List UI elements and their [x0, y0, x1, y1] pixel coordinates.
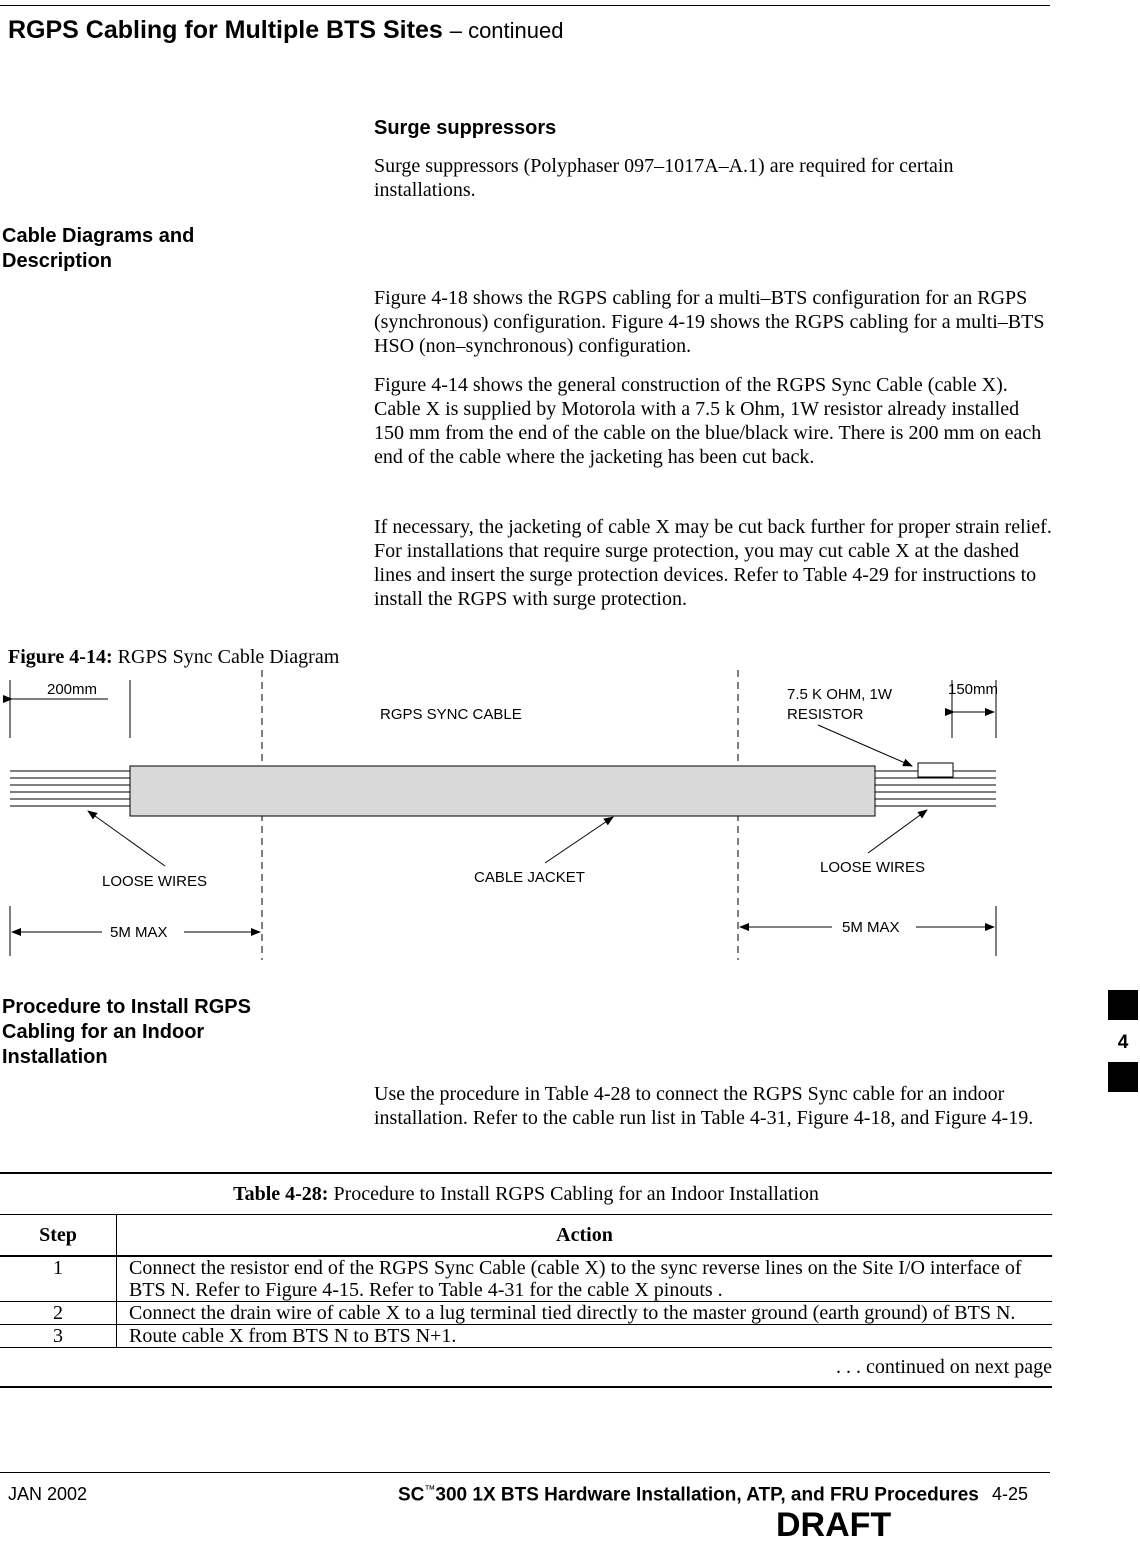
- cable-name-label: RGPS SYNC CABLE: [380, 706, 522, 723]
- figure-caption-label: Figure 4-14:: [8, 646, 113, 668]
- footer-trademark: ™: [424, 1484, 436, 1496]
- resistor-shape: [918, 763, 953, 777]
- footer-page-number: 4-25: [992, 1484, 1029, 1504]
- chapter-tab-lower: [1108, 1062, 1138, 1092]
- paragraph-2: [374, 373, 1054, 469]
- step-cell: 3: [0, 1325, 117, 1348]
- right-length-label: 150mm: [948, 681, 999, 698]
- procedure-paragraph-text: Use the procedure in Table 4-28 to connect the RGPS Sync cable for an indoor installation. Refer to the cable run list in Table 4-31, Figure 4-18, and Figure 4-19.: [374, 1083, 1034, 1129]
- header-rule: [0, 5, 1050, 6]
- action-cell: Route cable X from BTS N to BTS N+1.: [117, 1325, 1053, 1348]
- col-header-action: Action: [117, 1215, 1053, 1257]
- surge-text: Surge suppressors (Polyphaser 097–1017A–A.1) are required for certain installations.: [374, 155, 954, 201]
- paragraph-2-text: Figure 4-14 shows the general construction of the RGPS Sync Cable (cable X). Cable X is supplied by Motorola with a 7.5 k Ohm, 1W resistor already installed 150 mm from the end of the cable on the blue/black wire. There is 200 mm on each end of the cable where the jacketing has been cut back.: [374, 374, 1042, 468]
- chapter-tab-upper: [1108, 990, 1138, 1020]
- table-header-row: [0, 1215, 1052, 1257]
- table-row: [0, 1256, 1052, 1302]
- step-cell: 2: [0, 1302, 117, 1325]
- left-length-label: 200mm: [47, 681, 98, 698]
- table-row: [0, 1302, 1052, 1325]
- figure-caption: [8, 646, 339, 669]
- table-row: [0, 1325, 1052, 1348]
- col-header-step: Step: [0, 1215, 117, 1257]
- resistor-label-line1: 7.5 K OHM, 1W: [787, 686, 893, 703]
- table-caption-row: [0, 1173, 1052, 1215]
- procedure-table: [0, 1172, 1052, 1388]
- rgps-sync-cable-diagram: [0, 670, 1040, 970]
- figure-caption-text: RGPS Sync Cable Diagram: [117, 646, 340, 668]
- surge-heading: Surge suppressors: [374, 117, 557, 139]
- paragraph-3-text: If necessary, the jacketing of cable X may be cut back further for proper strain relief. For installations that require surge protection, you may cut cable X at the dashed lines and insert the surge protection devices. Refer to Table 4-29 for instructions to install the RGPS with surge protection.: [374, 516, 1052, 610]
- page-title-continued: – continued: [449, 18, 564, 43]
- action-cell: Connect the drain wire of cable X to a lug terminal tied directly to the master ground (earth ground) of BTS N.: [117, 1302, 1053, 1325]
- draft-watermark: DRAFT: [776, 1506, 892, 1544]
- paragraph-3: [374, 515, 1054, 611]
- max-length-right-label: 5M MAX: [842, 919, 900, 936]
- table-continued-text: . . . continued on next page: [0, 1348, 1052, 1388]
- footer-doc-prefix: SC: [398, 1484, 425, 1506]
- footer-doc-title: [398, 1484, 979, 1506]
- cable-diagrams-heading: Cable Diagrams and Description: [2, 225, 195, 272]
- footer-doc-title-text: 300 1X BTS Hardware Installation, ATP, and FRU Procedures: [435, 1484, 979, 1506]
- loose-wires-left: [10, 771, 130, 806]
- action-cell: Connect the resistor end of the RGPS Sync Cable (cable X) to the sync reverse lines on the Site I/O interface of BTS N. Refer to Figure 4-15. Refer to Table 4-31 for the cable X pinouts .: [117, 1256, 1053, 1302]
- resistor-label-line2: RESISTOR: [787, 706, 864, 723]
- step-cell: 1: [0, 1256, 117, 1302]
- procedure-paragraph: [374, 1082, 1054, 1130]
- cable-jacket: [130, 766, 875, 816]
- table-continued-row: [0, 1348, 1052, 1388]
- table-caption-text: Procedure to Install RGPS Cabling for an Indoor Installation: [333, 1182, 819, 1205]
- page-title-text: RGPS Cabling for Multiple BTS Sites: [8, 16, 443, 44]
- footer-rule: [0, 1472, 1050, 1473]
- paragraph-1: [374, 286, 1054, 358]
- loose-wires-left-label: LOOSE WIRES: [102, 873, 208, 890]
- table-caption-label: Table 4-28:: [233, 1182, 329, 1205]
- surge-paragraph: [374, 154, 1054, 202]
- table-caption: [0, 1173, 1052, 1215]
- chapter-tab-number: 4: [1117, 1032, 1129, 1053]
- cable-jacket-label: CABLE JACKET: [474, 869, 585, 886]
- max-length-left-label: 5M MAX: [110, 924, 168, 941]
- page-title: [8, 16, 563, 45]
- footer-date: JAN 2002: [8, 1484, 88, 1504]
- procedure-heading: Procedure to Install RGPS Cabling for an Indoor Installation: [2, 996, 251, 1068]
- paragraph-1-text: Figure 4-18 shows the RGPS cabling for a multi–BTS configuration for an RGPS (synchronous) configuration. Figure 4-19 shows the RGPS cabling for a multi–BTS HSO (non–synchronous) configuration.: [374, 287, 1045, 357]
- loose-wires-right-label: LOOSE WIRES: [820, 859, 926, 876]
